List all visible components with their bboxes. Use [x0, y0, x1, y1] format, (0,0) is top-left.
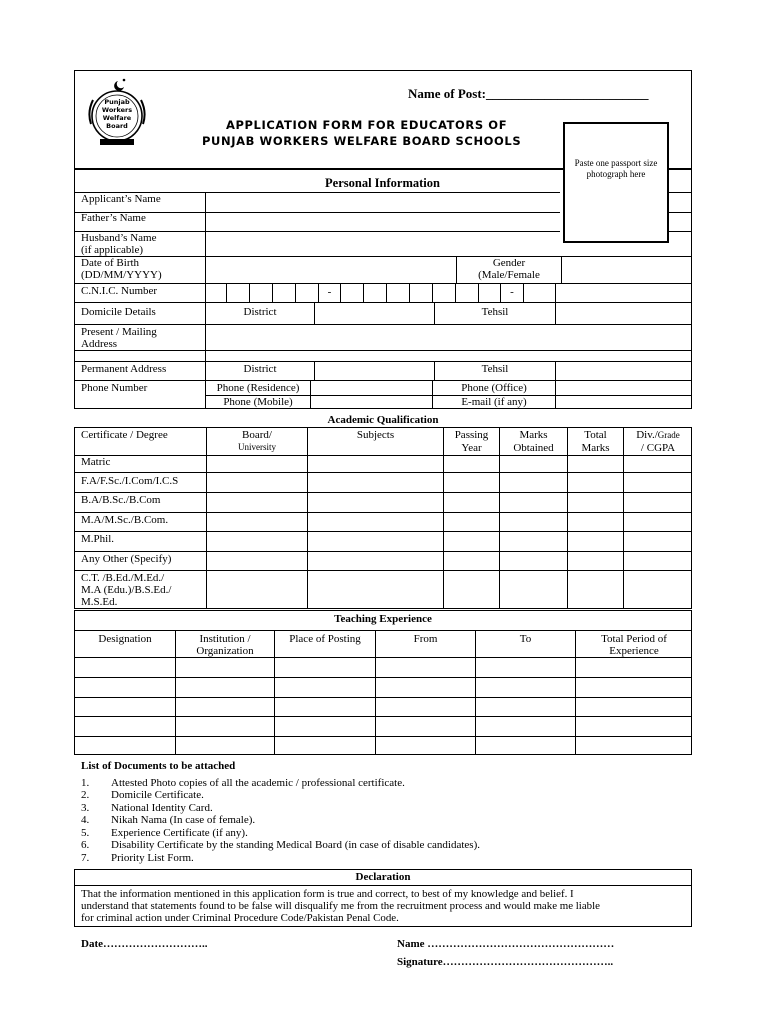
- permanent-tehsil-label: Tehsil: [481, 363, 509, 375]
- applicant-name-field[interactable]: [206, 193, 559, 211]
- col-total-period-2: Experience: [609, 645, 659, 657]
- email-label: E-mail (if any): [461, 396, 527, 408]
- applicant-name-label: Applicant’s Name: [81, 193, 161, 205]
- form-title-line-1: APPLICATION FORM FOR EDUCATORS OF: [226, 118, 508, 132]
- permanent-district-field[interactable]: [315, 362, 433, 379]
- document-number: 3.: [81, 801, 90, 814]
- row-ba-bsc: B.A/B.Sc./B.Com: [81, 494, 161, 506]
- teaching-experience-table: [74, 610, 692, 755]
- document-item: Priority List Form.: [111, 851, 194, 864]
- document-item: Disability Certificate by the standing Medical Board (in case of disable candidates).: [111, 839, 480, 851]
- col-board: Board/: [242, 429, 272, 441]
- declaration-heading: Declaration: [355, 871, 411, 883]
- present-address-label-2: Address: [81, 338, 118, 350]
- documents-heading: List of Documents to be attached: [81, 760, 236, 772]
- logo-text: Punjab Workers Welfare Board: [101, 98, 133, 130]
- col-division-2: / CGPA: [640, 442, 676, 454]
- cnic-separator-2: -: [510, 286, 514, 298]
- gender-options: (Male/Female: [478, 269, 540, 281]
- gender-label: Gender: [492, 257, 526, 269]
- col-place-of-posting: Place of Posting: [289, 633, 361, 645]
- phone-number-label: Phone Number: [81, 382, 148, 394]
- domicile-label: Domicile Details: [81, 306, 156, 318]
- document-number: 2.: [81, 789, 90, 801]
- document-number: 1.: [81, 777, 90, 789]
- punjab-workers-welfare-board-logo: [78, 76, 156, 148]
- row-fa-fsc: F.A/F.Sc./I.Com/I.C.S: [81, 475, 179, 487]
- academic-heading: Academic Qualification: [327, 414, 439, 426]
- declaration-text-1: That the information mentioned in this application form is true and correct, to best of my knowledge and belief. I: [81, 888, 574, 900]
- col-subjects: Subjects: [356, 429, 395, 441]
- row-matric: Matric: [81, 456, 111, 468]
- document-item: Experience Certificate (if any).: [111, 826, 248, 839]
- signature-field[interactable]: Signature………………………………………..: [397, 956, 614, 968]
- present-address-field[interactable]: [206, 325, 691, 360]
- document-item: Nikah Nama (In case of female).: [111, 814, 256, 826]
- document-item: Domicile Certificate.: [111, 789, 204, 801]
- father-name-field[interactable]: [206, 213, 559, 230]
- col-total-period: Total Period of: [601, 633, 667, 645]
- col-designation: Designation: [98, 633, 152, 645]
- present-address-label: Present / Mailing: [81, 326, 157, 338]
- col-institution-2: Organization: [196, 645, 254, 657]
- domicile-tehsil-label: Tehsil: [481, 306, 509, 318]
- permanent-tehsil-field[interactable]: [556, 362, 691, 379]
- document-number: 4.: [81, 814, 90, 826]
- document-number: 6.: [81, 839, 90, 851]
- col-from: From: [413, 633, 438, 645]
- phone-office-field[interactable]: [556, 381, 691, 394]
- date-field[interactable]: Date………………………..: [81, 938, 208, 950]
- domicile-district-field[interactable]: [315, 303, 433, 323]
- husband-name-note: (if applicable): [81, 244, 143, 256]
- email-field[interactable]: [556, 396, 691, 408]
- col-passing-year: Passing: [454, 429, 489, 441]
- phone-mobile-field[interactable]: [311, 396, 431, 408]
- personal-info-heading: Personal Information: [325, 176, 440, 190]
- phone-office-label: Phone (Office): [461, 382, 527, 394]
- col-certificate: Certificate / Degree: [81, 429, 168, 441]
- phone-mobile-label: Phone (Mobile): [223, 396, 293, 408]
- dob-format: (DD/MM/YYYY): [81, 269, 162, 281]
- col-marks-obtained-2: Obtained: [513, 442, 554, 454]
- document-item: National Identity Card.: [111, 801, 213, 814]
- row-ma-msc: M.A/M.Sc./B.Com.: [81, 514, 169, 526]
- col-passing-year-2: Year: [461, 442, 482, 454]
- row-ct-bed-2: M.A (Edu.)/B.S.Ed./: [81, 584, 172, 596]
- document-number: 7.: [81, 851, 90, 864]
- declaration-text-2: understand that statements found to be false will disqualify me from the recruitment process and would make me liable: [81, 900, 600, 912]
- col-institution: Institution /: [199, 633, 251, 645]
- document-number: 5.: [81, 826, 90, 839]
- document-item: Attested Photo copies of all the academic / professional certificate.: [111, 777, 405, 789]
- declaration-text-3: for criminal action under Criminal Procedure Code/Pakistan Penal Code.: [81, 912, 399, 924]
- father-name-label: Father’s Name: [81, 212, 146, 224]
- col-total-marks-2: Marks: [581, 442, 610, 454]
- phone-residence-field[interactable]: [311, 381, 431, 394]
- row-ct-bed: C.T. /B.Ed./M.Ed./: [81, 572, 165, 584]
- row-any-other: Any Other (Specify): [81, 553, 172, 565]
- cnic-label: C.N.I.C. Number: [81, 285, 158, 297]
- name-of-post[interactable]: Name of Post:_________________________: [408, 86, 649, 101]
- cnic-separator-1: -: [327, 286, 332, 298]
- name-field[interactable]: Name ……………………………………………: [397, 938, 615, 950]
- husband-name-label: Husband’s Name: [81, 232, 157, 244]
- domicile-tehsil-field[interactable]: [556, 303, 691, 323]
- row-mphil: M.Phil.: [81, 533, 115, 545]
- permanent-address-label: Permanent Address: [81, 363, 167, 375]
- dob-label: Date of Birth: [81, 257, 140, 269]
- row-ct-bed-3: M.S.Ed.: [81, 596, 118, 608]
- photo-box[interactable]: [563, 122, 669, 243]
- dob-field[interactable]: [206, 257, 455, 282]
- col-to: To: [519, 633, 532, 645]
- phone-residence-label: Phone (Residence): [216, 382, 300, 394]
- photo-box-text: Paste one passport size photograph here: [574, 158, 658, 179]
- col-total-marks: Total: [584, 429, 607, 441]
- permanent-district-label: District: [243, 363, 277, 375]
- col-division: Div./Grade: [636, 429, 680, 441]
- col-marks-obtained: Marks: [519, 429, 548, 441]
- domicile-district-label: District: [243, 306, 277, 318]
- col-board-sub: University: [238, 442, 276, 452]
- form-title-line-2: PUNJAB WORKERS WELFARE BOARD SCHOOLS: [202, 134, 522, 148]
- gender-field[interactable]: [562, 257, 691, 282]
- teaching-experience-heading: Teaching Experience: [334, 613, 432, 625]
